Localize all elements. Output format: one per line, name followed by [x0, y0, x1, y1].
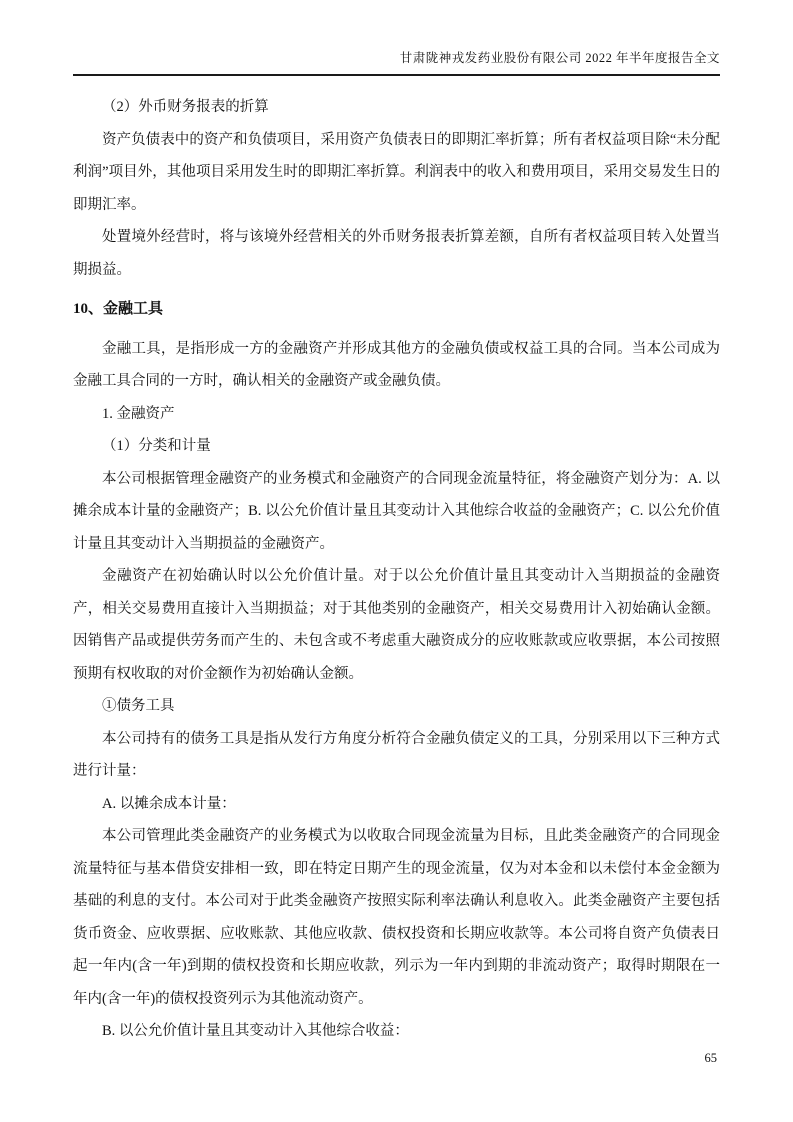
subheading-foreign-currency-statements: （2）外币财务报表的折算 [102, 99, 269, 115]
subheading-fvoci: B. 以公允价值计量且其变动计入其他综合收益： [102, 1023, 409, 1039]
para-initial-measurement: 金融资产在初始确认时以公允价值计量。对于以公允价值计量且其变动计入当期损益的金融资产，相关交易费用直接计入当期损益；对于其他类别的金融资产，相关交易费用计入初始确认金额。因销售产品或提供劳务而产生的、未包含或不考虑重大融资成分的应收账款或应收票据，本公司按照预期有权收取的对价金额作为初始确认金额。 [73, 568, 720, 682]
para-classification-categories: 本公司根据管理金融资产的业务模式和金融资产的合同现金流量特征，将金融资产划分为：A. 以摊余成本计量的金融资产；B. 以公允价值计量且其变动计入其他综合收益的金融资产；C. 以公允价值计量且其变动计入当期损益的金融资产。 [73, 470, 720, 552]
para-debt-instruments-measurement: 本公司持有的债务工具是指从发行方角度分析符合金融负债定义的工具，分别采用以下三种方式进行计量： [73, 730, 720, 779]
subheading-classification-measurement: （1）分类和计量 [102, 438, 211, 454]
para-financial-instruments-definition: 金融工具，是指形成一方的金融资产并形成其他方的金融负债或权益工具的合同。当本公司成为金融工具合同的一方时，确认相关的金融资产或金融负债。 [73, 340, 720, 389]
page-number: 65 [704, 1051, 717, 1065]
para-disposal-foreign-operation: 处置境外经营时，将与该境外经营相关的外币财务报表折算差额，自所有者权益项目转入处置当期损益。 [73, 229, 720, 278]
para-balance-sheet-translation: 资产负债表中的资产和负债项目，采用资产负债表日的即期汇率折算；所有者权益项目除“未分配利润”项目外，其他项目采用发生时的即期汇率折算。利润表中的收入和费用项目，采用交易发生日的即期汇率。 [73, 131, 720, 213]
report-header-title: 甘肃陇神戎发药业股份有限公司 2022 年半年度报告全文 [399, 51, 720, 65]
para-amortized-cost-detail: 本公司管理此类金融资产的业务模式为以收取合同现金流量为目标，且此类金融资产的合同现金流量特征与基本借贷安排相一致，即在特定日期产生的现金流量，仅为对本金和以未偿付本金金额为基础的利息的支付。本公司对于此类金融资产按照实际利率法确认利息收入。此类金融资产主要包括货币资金、应收票据、应收账款、其他应收款、债权投资和长期应收款等。本公司将自资产负债表日起一年内(含一年)到期的债权投资和长期应收款，列示为一年内到期的非流动资产；取得时期限在一年内(含一年)的债权投资列示为其他流动资产。 [73, 828, 720, 1007]
page-header [73, 0, 720, 76]
subheading-financial-assets: 1. 金融资产 [102, 405, 175, 422]
heading-financial-instruments: 10、金融工具 [73, 301, 164, 317]
subheading-debt-instruments: ①债务工具 [102, 698, 175, 714]
document-body [73, 76, 720, 1048]
subheading-amortized-cost: A. 以摊余成本计量： [102, 795, 236, 812]
